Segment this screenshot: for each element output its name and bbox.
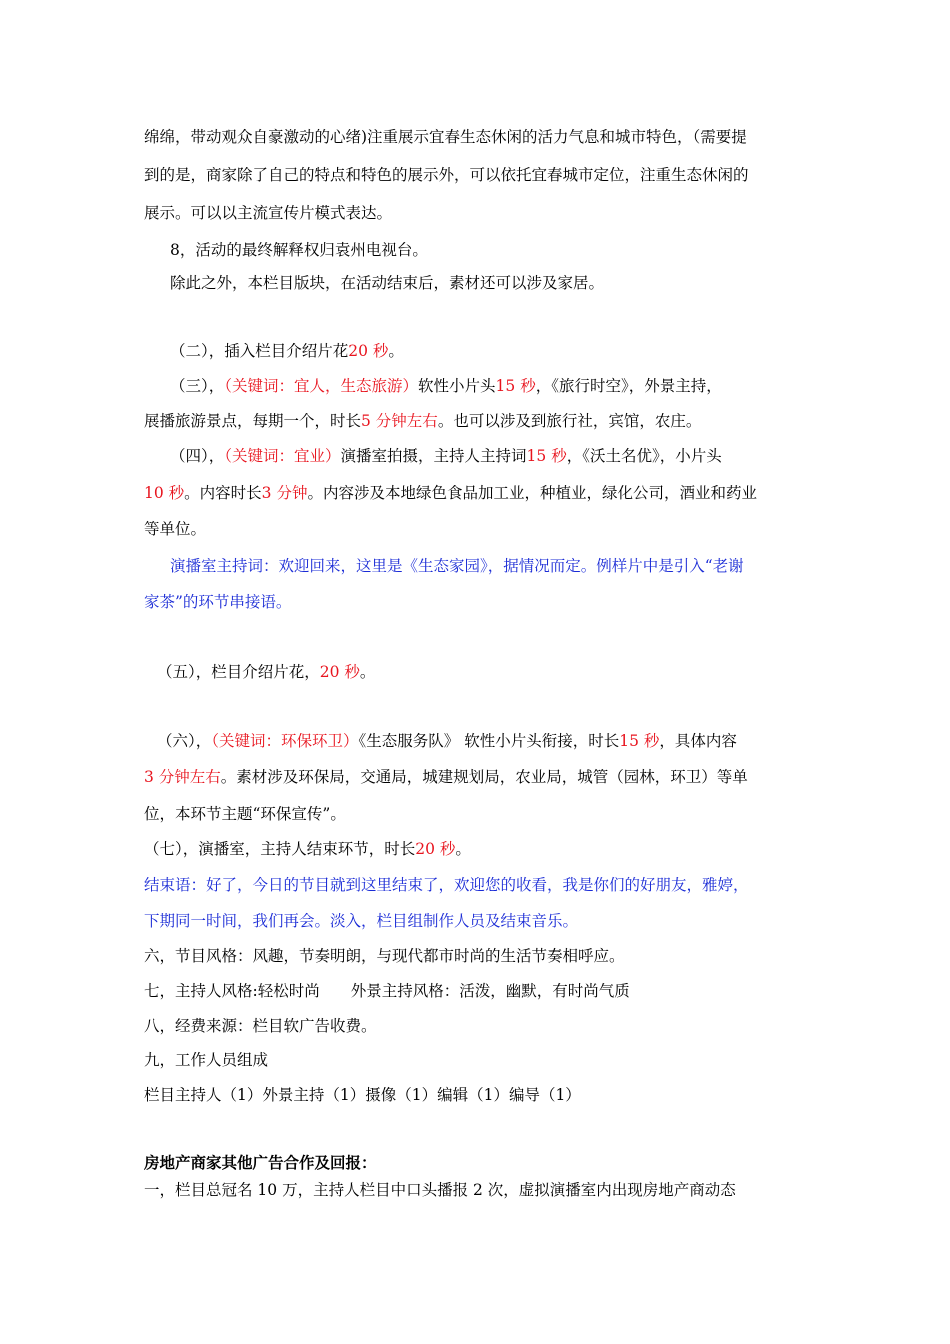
- extra-note: 除此之外，本栏目版块，在活动结束后，素材还可以涉及家居。: [170, 274, 605, 292]
- section-6-line-3: 位，本环节主题“环保宣传”。: [144, 805, 346, 823]
- closing-words-line-1: 结束语：好了，今日的节目就到这里结束了，欢迎您的收看，我是你们的好朋友，雅婷，: [144, 876, 749, 894]
- section-4-keywords: （关键词：宜业）: [224, 447, 341, 465]
- section-6-duration-2: 3 分钟左右: [144, 768, 221, 786]
- section-4-text-2: 。内容时长: [184, 484, 262, 502]
- host-words-line-2: 家茶”的环节串接语。: [144, 593, 292, 611]
- section-7-end: 。: [455, 840, 471, 858]
- section-4-title: ，《沃土名优》，小片头: [566, 447, 722, 465]
- section-6-text: 《生态服务队》 软性小片头衔接，时长: [358, 732, 620, 750]
- section-6-text-2: ，具体内容: [659, 732, 737, 750]
- section-6-line-2: [144, 767, 748, 787]
- section-3-text-2: 展播旅游景点，每期一个，时长: [144, 412, 362, 430]
- host-style: 七，主持人风格:轻松时尚 外景主持风格：活泼，幽默，有时尚气质: [144, 982, 630, 1000]
- section-2: [170, 341, 404, 361]
- section-4-num: （四），: [170, 447, 225, 465]
- section-6-text-3: 。素材涉及环保局，交通局，城建规划局，农业局，城管（园林，环卫）等单: [220, 768, 748, 786]
- section-4-line-1: [170, 446, 722, 466]
- section-4-text-3: 。内容涉及本地绿色食品加工业，种植业，绿化公司，酒业和药业: [307, 484, 757, 502]
- section-7-duration: 20 秒: [415, 840, 456, 858]
- section-6-line-1: [157, 731, 737, 751]
- section-7: [144, 839, 471, 859]
- section-3-keywords: （关键词：宜人，生态旅游）: [224, 377, 419, 395]
- section-2-end: 。: [388, 342, 404, 360]
- section-4-duration: 15 秒: [526, 447, 567, 465]
- staff-heading: 九，工作人员组成: [144, 1051, 269, 1069]
- section-4-text: 演播室拍摄，主持人主持词: [340, 447, 527, 465]
- section-3-text-3: 。也可以涉及到旅行社，宾馆，农庄。: [437, 412, 702, 430]
- funding-source: 八，经费来源：栏目软广告收费。: [144, 1017, 377, 1035]
- section-6-num: （六），: [157, 732, 212, 750]
- paragraph-line: 绵绵，带动观众自豪激动的心绪)注重展示宜春生态休闲的活力气息和城市特色，（需要提: [144, 128, 747, 146]
- section-6-keywords: （关键词：环保环卫）: [211, 732, 359, 750]
- program-style: 六，节目风格：风趣，节奏明朗，与现代都市时尚的生活节奏相呼应。: [144, 947, 625, 965]
- section-3-duration-2: 5 分钟左右: [361, 412, 438, 430]
- section-5: [157, 662, 375, 682]
- host-words-line-1: 演播室主持词：欢迎回来，这里是《生态家园》，据情况而定。例样片中是引入“老谢: [170, 557, 744, 575]
- paragraph-line: 展示。可以以主流宣传片模式表达。: [144, 204, 393, 222]
- section-5-text: （五），栏目介绍片花，: [157, 663, 320, 681]
- section-3-line-1: [170, 376, 722, 396]
- section-7-text: （七），演播室，主持人结束环节，时长: [144, 840, 416, 858]
- section-4-duration-3: 3 分钟: [261, 484, 308, 502]
- section-2-duration: 20 秒: [348, 342, 389, 360]
- real-estate-heading: 房地产商家其他广告合作及回报：: [144, 1153, 377, 1172]
- section-3-text: 软性小片头: [418, 377, 496, 395]
- section-3-duration: 15 秒: [495, 377, 536, 395]
- section-2-text: （二），插入栏目介绍片花: [170, 342, 349, 360]
- real-estate-item-1: 一，栏目总冠名 10 万，主持人栏目中口头播报 2 次，虚拟演播室内出现房地产商动态: [144, 1181, 736, 1199]
- paragraph-line: 到的是，商家除了自己的特点和特色的展示外，可以依托宜春城市定位，注重生态休闲的: [144, 166, 749, 184]
- section-4-line-2: [144, 483, 757, 503]
- item-8: 8，活动的最终解释权归袁州电视台。: [170, 241, 428, 259]
- section-4-line-3: 等单位。: [144, 520, 207, 538]
- closing-words-line-2: 下期同一时间，我们再会。淡入，栏目组制作人员及结束音乐。: [144, 912, 579, 930]
- section-6-duration: 15 秒: [619, 732, 660, 750]
- staff-list: 栏目主持人（1）外景主持（1）摄像（1）编辑（1）编导（1）: [144, 1086, 581, 1104]
- section-3-title: ，《旅行时空》，外景主持，: [535, 377, 722, 395]
- section-4-duration-2: 10 秒: [144, 484, 185, 502]
- section-5-duration: 20 秒: [319, 663, 360, 681]
- section-3-num: （三），: [170, 377, 225, 395]
- section-3-line-2: [144, 411, 701, 431]
- section-5-end: 。: [359, 663, 376, 681]
